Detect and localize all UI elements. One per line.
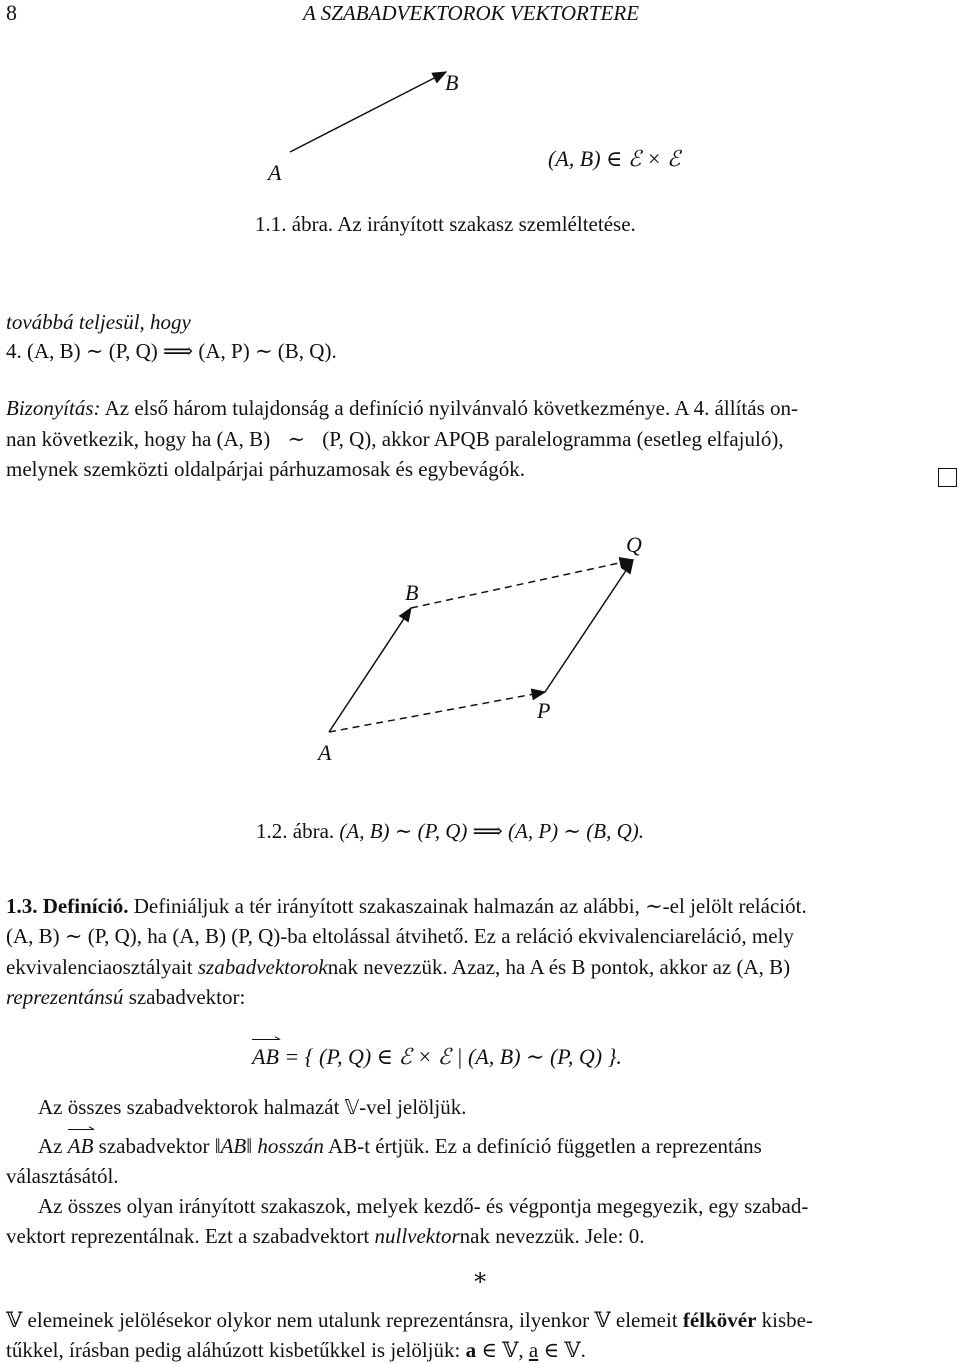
sim-symbol: ∼ <box>287 427 306 451</box>
null-line2 <box>6 1226 644 1247</box>
null-text-a: vektort reprezentálnak. Ezt a szabadvektort <box>6 1224 370 1248</box>
len-text-c: AB-t értjük. Ez a definíció független a reprezentáns <box>328 1134 762 1158</box>
set-text-a: Az összes szabadvektorok halmazát <box>38 1095 340 1119</box>
definition-text-4b: szabadvektor: <box>128 985 246 1009</box>
definition-text-1: Definiáljuk a tér irányított szakaszainak halmazán az alábbi, ∼-el jelölt relációt. <box>133 894 807 918</box>
point-a-label: A <box>268 160 282 185</box>
figure2-caption-formula: (A, B) ∼ (P, Q) ⟹ (A, P) ∼ (B, Q). <box>339 819 644 843</box>
notation-bold-a: a <box>465 1338 477 1362</box>
proof-text-1: Az első három tulajdonság a definíció nyilvánvaló következménye. A 4. állítás on- <box>104 396 798 420</box>
figure1-formula: (A, B) ∈ ℰ × ℰ <box>548 146 681 171</box>
page-number: 8 <box>6 0 17 25</box>
definition-line2: (A, B) ∼ (P, Q), ha (A, B) (P, Q)-ba eltolással átvihető. Ez a reláció ekvivalenciareláció, mely <box>6 924 794 948</box>
continuation-intro: továbbá teljesül, hogy <box>6 310 191 334</box>
notation-text-2a: tűkkel, írásban pedig aláhúzott kisbetűkkel is jelöljük: <box>6 1338 461 1362</box>
label-p: P <box>537 698 551 723</box>
definition-term-representative: reprezentánsú <box>6 985 124 1009</box>
notation-text-2c: ∈ 𝕍. <box>543 1338 586 1362</box>
proof-line3: melynek szemközti oldalpárjai párhuzamosak és egybevágók. <box>6 457 525 481</box>
set-text-b: -vel jelöljük. <box>359 1095 467 1119</box>
proof-line2 <box>6 429 784 450</box>
segment-p-q <box>545 560 633 692</box>
null-line1: Az összes olyan irányított szakaszok, melyek kezdő- és végpontja megegyezik, egy szabad- <box>38 1194 809 1218</box>
vector-ab: AB <box>252 1044 279 1069</box>
len-text-b: szabadvektor <box>98 1134 210 1158</box>
set-symbol: 𝕍 <box>344 1095 360 1119</box>
segment-a-b <box>329 608 411 732</box>
len-norm: ‖AB‖ <box>214 1134 253 1158</box>
proof-text-2b: (P, Q), akkor APQB paralelogramma (esetleg elfajuló), <box>322 427 784 451</box>
point-b-label: B <box>445 70 459 95</box>
proof-label: Bizonyítás: <box>6 396 101 420</box>
segment-b-q <box>411 560 633 608</box>
figure-directed-segment <box>0 50 960 190</box>
definition-line1 <box>6 896 807 917</box>
definition-line4 <box>6 987 245 1008</box>
len-vector-ab: AB <box>67 1134 94 1158</box>
label-a: A <box>318 740 332 765</box>
continuation-item4: 4. (A, B) ∼ (P, Q) ⟹ (A, P) ∼ (B, Q). <box>6 339 337 363</box>
notation-text-1a: 𝕍 elemeinek jelölésekor olykor nem utalunk reprezentánsra, ilyenkor 𝕍 elemeit <box>6 1308 678 1332</box>
figure1-caption: 1.1. ábra. Az irányított szakasz szemléltetése. <box>255 212 636 236</box>
notation-underlined-a: a <box>528 1338 539 1362</box>
null-text-b: nak nevezzük. Jele: 0. <box>459 1224 645 1248</box>
label-q: Q <box>626 532 642 557</box>
figure2-caption-prefix: 1.2. ábra. <box>256 819 335 843</box>
definition-line3 <box>6 957 790 978</box>
notation-bold-word: félkövér <box>682 1308 757 1332</box>
figure2-caption <box>256 821 644 842</box>
definition-formula <box>252 1046 622 1068</box>
notation-line1 <box>6 1310 813 1331</box>
length-line <box>38 1136 762 1157</box>
len-term-length: hosszán <box>257 1134 324 1158</box>
section-separator: ∗ <box>472 1265 489 1291</box>
figure-parallelogram <box>0 520 960 780</box>
notation-line2 <box>6 1340 586 1361</box>
segment-a-p <box>329 692 545 732</box>
proof-line1 <box>6 398 798 419</box>
set-notation-line <box>38 1097 466 1118</box>
definition-text-3a: ekvivalenciaosztályait <box>6 955 193 979</box>
definition-label: 1.3. Definíció. <box>6 894 129 918</box>
definition-text-3b: nak nevezzük. Azaz, ha A és B pontok, akkor az (A, B) <box>327 955 791 979</box>
segment-ab <box>290 72 446 152</box>
qed-square <box>938 468 957 487</box>
definition-term-free-vector: szabadvektorok <box>197 955 328 979</box>
len-text-a: Az <box>38 1134 63 1158</box>
notation-text-1b: kisbe- <box>761 1308 813 1332</box>
running-title: A SZABADVEKTOROK VEKTORTERE <box>303 1 640 25</box>
proof-text-2a: nan következik, hogy ha (A, B) <box>6 427 271 451</box>
notation-text-2b: ∈ 𝕍, <box>481 1338 524 1362</box>
length-line2: választásától. <box>6 1164 119 1188</box>
label-b: B <box>405 580 419 605</box>
null-term: nullvektor <box>374 1224 460 1248</box>
definition-formula-rhs: = { (P, Q) ∈ ℰ × ℰ | (A, B) ∼ (P, Q) }. <box>284 1044 622 1069</box>
